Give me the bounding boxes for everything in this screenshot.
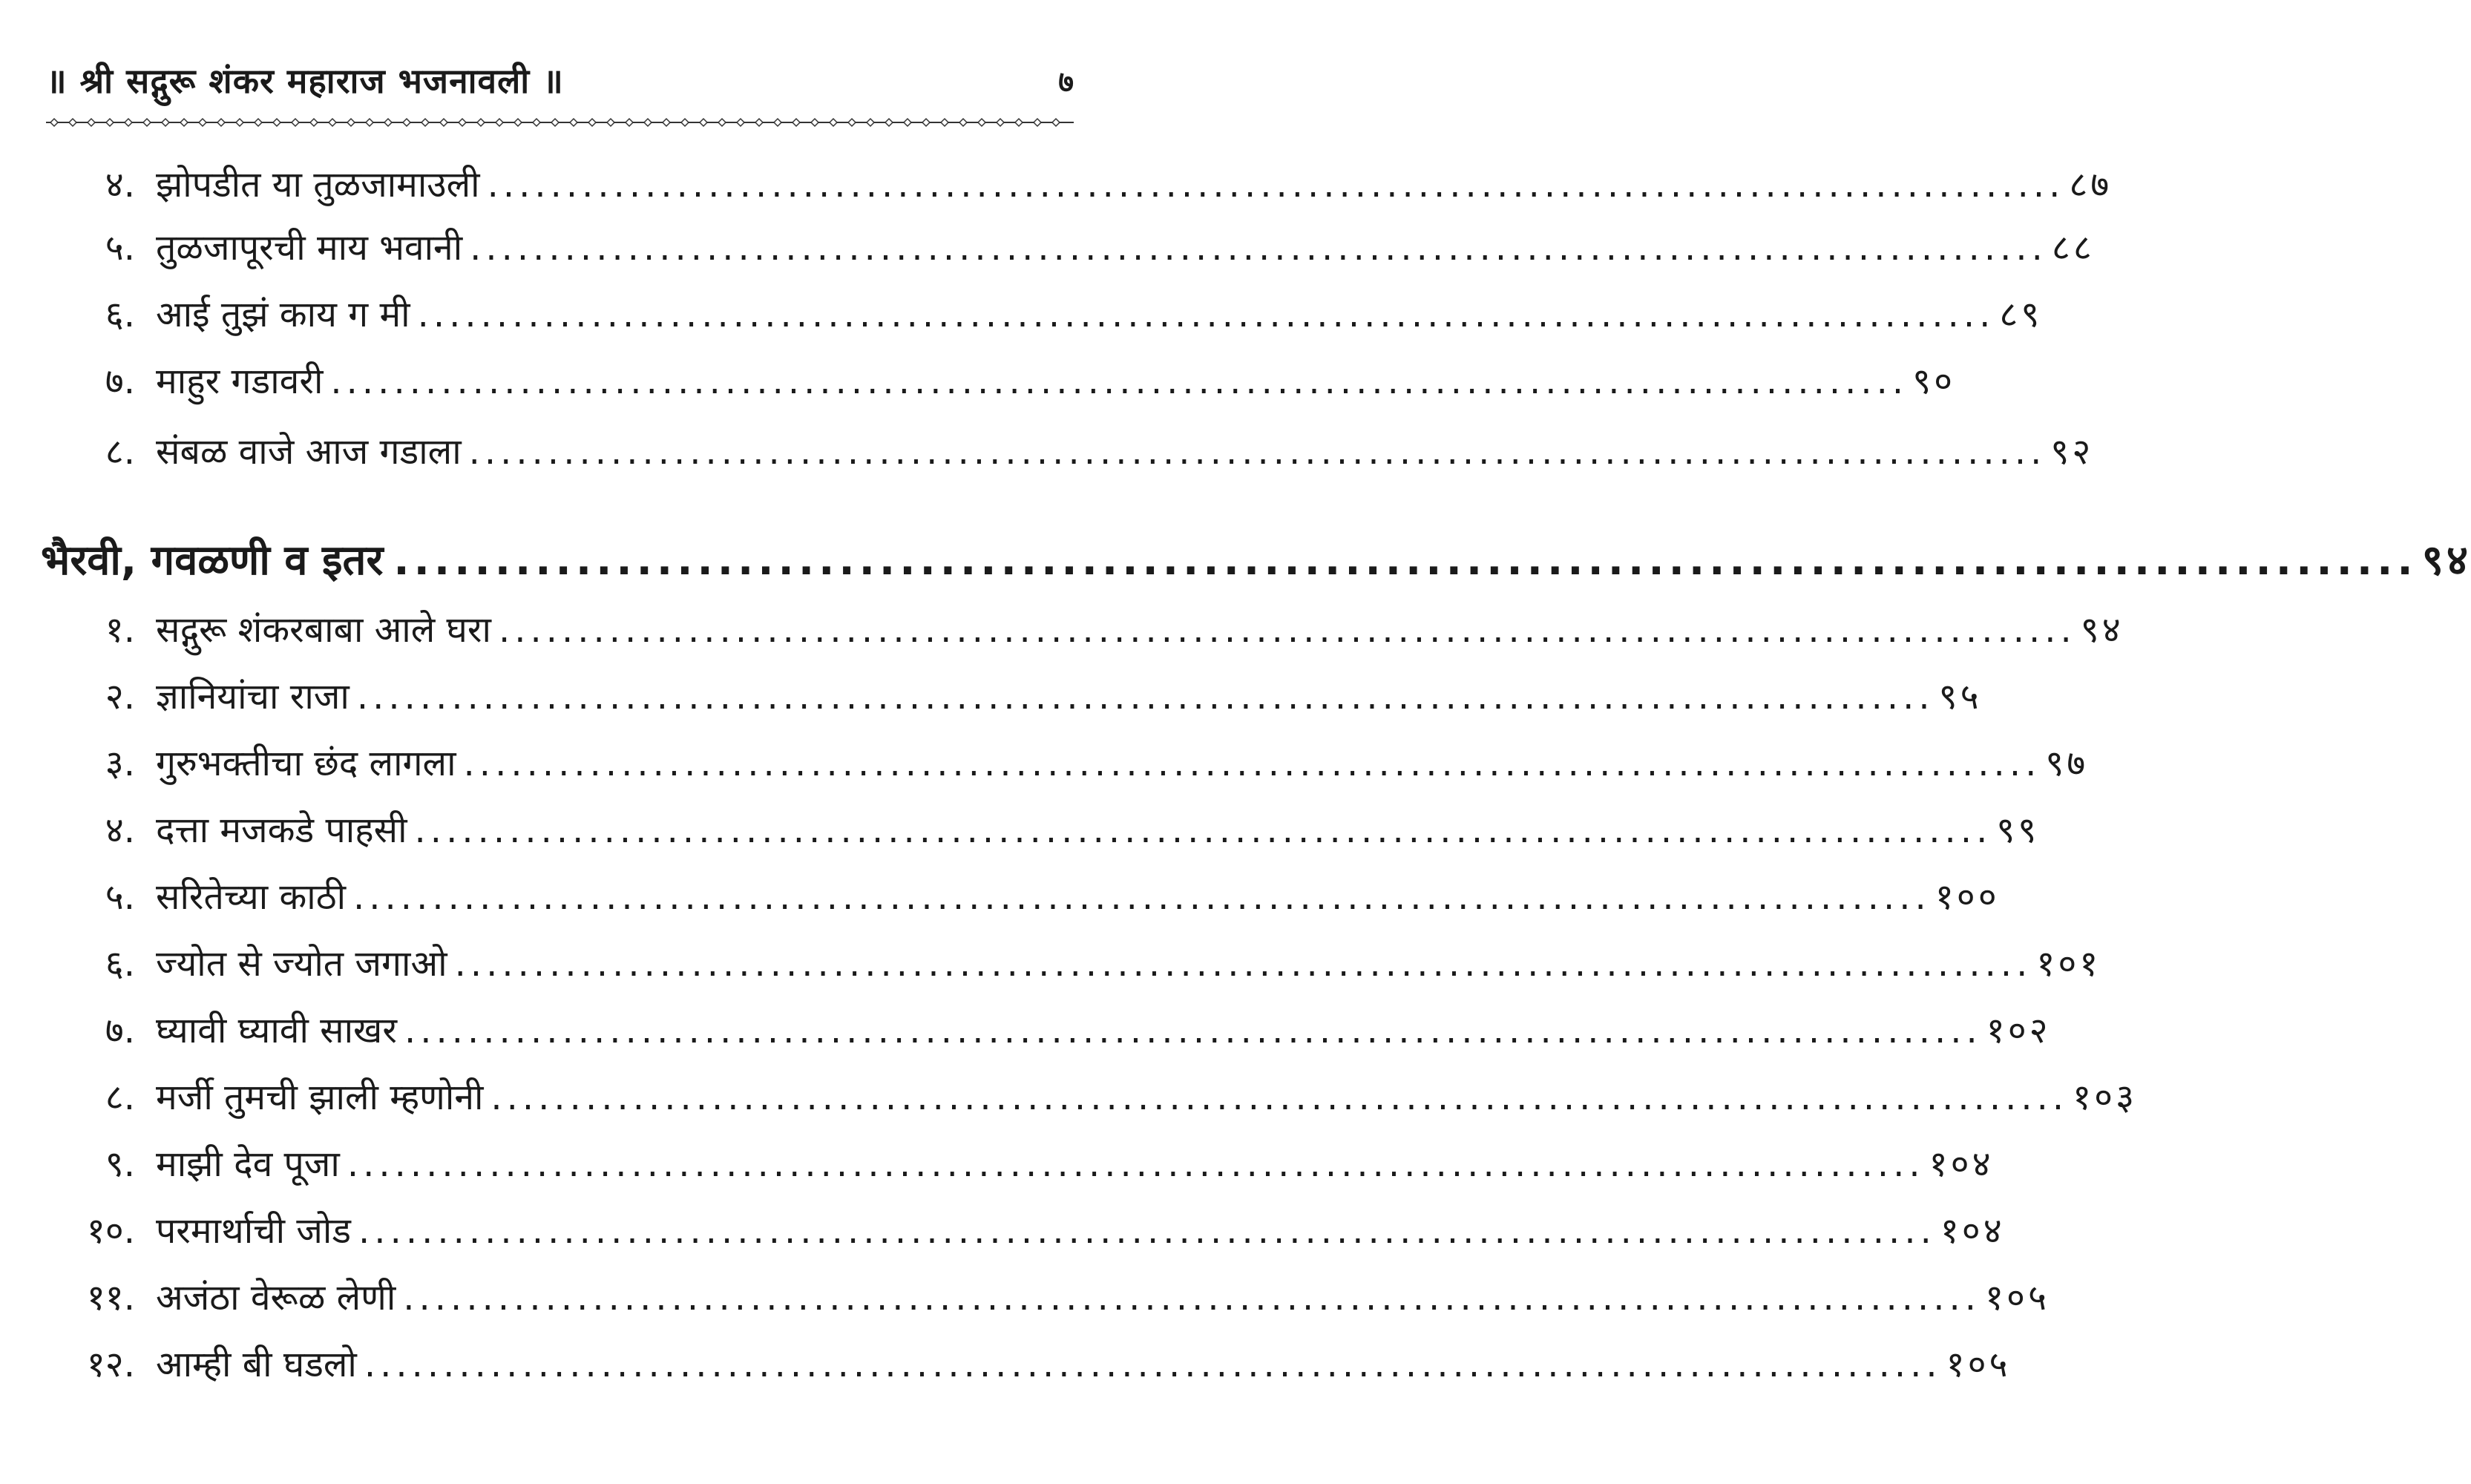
entry-title: ज्ञानियांचा राजा — [156, 676, 350, 718]
toc-entry — [45, 805, 2040, 864]
ornament-diamond — [50, 119, 58, 126]
ornament-diamond — [366, 119, 373, 126]
entry-title: झोपडीत या तुळजामाउली — [156, 164, 480, 206]
ornament-diamond — [403, 119, 410, 126]
ornament-diamond — [848, 119, 856, 126]
toc-entry — [45, 356, 1956, 416]
ornament-diamond — [551, 119, 559, 126]
entry-page: ८८ — [2051, 227, 2095, 269]
dot-leader: .................................................................................................... — [404, 1010, 1982, 1051]
ornament-diamond — [69, 119, 76, 126]
entry-page: १०५ — [1946, 1344, 2011, 1385]
section-page: ९४ — [2421, 536, 2471, 585]
dot-leader: .................................................................................................... — [498, 609, 2076, 651]
ornament-diamond — [106, 119, 114, 126]
entry-number: ६. — [105, 294, 135, 335]
toc-entry — [45, 672, 1982, 731]
dot-leader: .................................................................................................... — [393, 536, 2418, 585]
dot-leader: .................................................................................................... — [330, 361, 1909, 402]
entry-title: सरितेच्या काठी — [156, 876, 347, 918]
entry-number: १. — [105, 609, 135, 651]
dot-leader: .................................................................................................... — [463, 743, 2041, 784]
dot-leader: .................................................................................................... — [468, 431, 2047, 473]
entry-page: १०३ — [2073, 1077, 2138, 1118]
entry-title: घ्यावी घ्यावी साखर — [156, 1010, 397, 1051]
toc-entry — [45, 939, 2101, 998]
entry-title: अजंठा वेरूळ लेणी — [156, 1277, 396, 1319]
entry-title: माझी देव पूजा — [156, 1143, 340, 1185]
toc-entry — [45, 160, 2113, 219]
entry-page: ९२ — [2050, 431, 2094, 473]
ornament-diamond — [681, 119, 689, 126]
ornament-diamond — [496, 119, 503, 126]
entry-page: ८९ — [1999, 294, 2043, 335]
header-page-number: ७ — [1058, 65, 1074, 99]
toc-entry — [45, 1072, 2138, 1132]
dot-leader: .................................................................................................... — [487, 164, 2065, 206]
toc-entry — [45, 1206, 2005, 1265]
entry-number: ७. — [105, 1010, 135, 1051]
ornament-diamond — [514, 119, 522, 126]
entry-number: ३. — [105, 743, 135, 784]
ornament-diamond — [997, 119, 1004, 126]
entry-title: गुरुभक्तीचा छंद लागला — [156, 743, 456, 784]
entry-page: ९९ — [1996, 810, 2040, 851]
ornament-diamond — [1034, 119, 1041, 126]
ornament-diamond — [867, 119, 874, 126]
dot-leader: .................................................................................................... — [417, 294, 1995, 335]
ornament-diamond — [922, 119, 930, 126]
ornament-diamond — [755, 119, 763, 126]
entry-title: दत्ता मजकडे पाहसी — [156, 810, 407, 851]
entry-number: १२. — [86, 1344, 135, 1385]
toc-entry — [45, 738, 2089, 798]
toc-entry — [45, 427, 2094, 486]
ornament-diamond — [811, 119, 818, 126]
ornament-diamond — [292, 119, 299, 126]
ornament-diamond — [737, 119, 744, 126]
entry-page: ९५ — [1938, 676, 1982, 718]
toc-entry — [45, 1139, 1994, 1198]
ornament-diamond — [440, 119, 447, 126]
ornament-diamond — [310, 119, 318, 126]
toc-entry — [45, 223, 2095, 282]
entry-title: आम्ही बी घडलो — [156, 1344, 357, 1385]
ornament-diamond — [904, 119, 911, 126]
ornament-diamond — [626, 119, 633, 126]
toc-entry — [45, 872, 2000, 931]
ornament-diamond — [459, 119, 466, 126]
ornament-diamond — [125, 119, 132, 126]
dot-leader: .................................................................................................... — [353, 876, 1931, 918]
ornament-diamond — [236, 119, 243, 126]
toc-entry — [45, 605, 2124, 664]
running-header — [46, 50, 1074, 110]
header-title: ॥ श्री सद्गुरू शंकर महाराज भजनावली ॥ — [46, 61, 564, 101]
toc-entry — [45, 1339, 2011, 1399]
ornament-diamond — [477, 119, 485, 126]
ornament-diamond — [533, 119, 540, 126]
entry-number: ८. — [105, 431, 135, 473]
entry-number: १०. — [86, 1210, 135, 1252]
ornament-diamond — [644, 119, 652, 126]
ornament-diamond — [217, 119, 225, 126]
entry-page: १०१ — [2036, 943, 2101, 985]
ornament-diamond — [774, 119, 781, 126]
entry-number: ५. — [105, 227, 135, 269]
ornament-diamond — [329, 119, 336, 126]
entry-number: ४. — [105, 810, 135, 851]
entry-page: १०४ — [1929, 1143, 1994, 1185]
ornament-diamond — [162, 119, 169, 126]
section-title: भैरवी, गवळणी व इतर — [41, 536, 384, 585]
ornament-diamond — [718, 119, 726, 126]
toc-entry — [45, 1273, 2050, 1332]
dot-leader: .................................................................................................... — [347, 1143, 1925, 1185]
entry-number: ४. — [105, 164, 135, 206]
ornament-diamond — [199, 119, 206, 126]
entry-title: माहुर गडावरी — [156, 361, 324, 402]
dot-leader: .................................................................................................... — [414, 810, 1992, 851]
entry-number: ७. — [105, 361, 135, 402]
ornament-diamond — [384, 119, 392, 126]
entry-title: तुळजापूरची माय भवानी — [156, 227, 463, 269]
dot-leader: .................................................................................................... — [358, 1210, 1936, 1252]
entry-title: परमार्थाची जोड — [156, 1210, 352, 1252]
ornament-diamond — [273, 119, 280, 126]
entry-title: संबळ वाजे आज गडाला — [156, 431, 462, 473]
dot-leader: .................................................................................................... — [490, 1077, 2069, 1118]
entry-number: ६. — [105, 943, 135, 985]
ornament-diamond — [1015, 119, 1023, 126]
entry-title: सद्गुरू शंकरबाबा आले घरा — [156, 609, 491, 651]
toc-entry — [45, 289, 2043, 349]
entry-number: ८. — [105, 1077, 135, 1118]
entry-page: ९० — [1912, 361, 1956, 402]
ornament-diamond — [885, 119, 893, 126]
entry-page: ९७ — [2045, 743, 2089, 784]
entry-page: १०२ — [1986, 1010, 2051, 1051]
ornament-diamond — [793, 119, 800, 126]
ornament-diamond — [978, 119, 985, 126]
entry-number: २. — [105, 676, 135, 718]
ornament-diamond — [607, 119, 614, 126]
entry-number: ५. — [105, 876, 135, 918]
dot-leader: .................................................................................................... — [364, 1344, 1942, 1385]
ornament-diamond — [959, 119, 967, 126]
entry-title: आई तुझं काय ग मी — [156, 294, 410, 335]
dot-leader: .................................................................................................... — [356, 676, 1935, 718]
ornament-diamond — [180, 119, 188, 126]
ornament-diamond — [941, 119, 948, 126]
entry-page: १०० — [1935, 876, 2000, 918]
ornament-diamond — [255, 119, 262, 126]
ornament-diamond — [143, 119, 151, 126]
ornament-diamond — [663, 119, 670, 126]
ornament-diamond — [1052, 119, 1060, 126]
ornament-diamond — [588, 119, 596, 126]
ornament-diamond — [88, 119, 95, 126]
entry-page: १०४ — [1940, 1210, 2005, 1252]
ornament-diamond — [700, 119, 707, 126]
ornament-diamond — [830, 119, 837, 126]
section-heading — [41, 531, 2471, 597]
entry-page: ८७ — [2069, 164, 2113, 206]
entry-title: ज्योत से ज्योत जगाओ — [156, 943, 447, 985]
dot-leader: .................................................................................................... — [403, 1277, 1981, 1319]
ornament-diamond — [421, 119, 429, 126]
diamond-chain-ornament — [46, 115, 1074, 130]
entry-number: ११. — [86, 1277, 135, 1319]
entry-title: मर्जी तुमची झाली म्हणोनी — [156, 1077, 484, 1118]
ornament-diamond — [347, 119, 355, 126]
entry-number: ९. — [105, 1143, 135, 1185]
ornamental-divider — [46, 115, 1074, 130]
dot-leader: .................................................................................................... — [454, 943, 2032, 985]
toc-entry — [45, 1005, 2051, 1065]
ornament-diamond — [570, 119, 577, 126]
entry-page: १०५ — [1985, 1277, 2050, 1319]
dot-leader: .................................................................................................... — [470, 227, 2047, 269]
entry-page: ९४ — [2080, 609, 2124, 651]
